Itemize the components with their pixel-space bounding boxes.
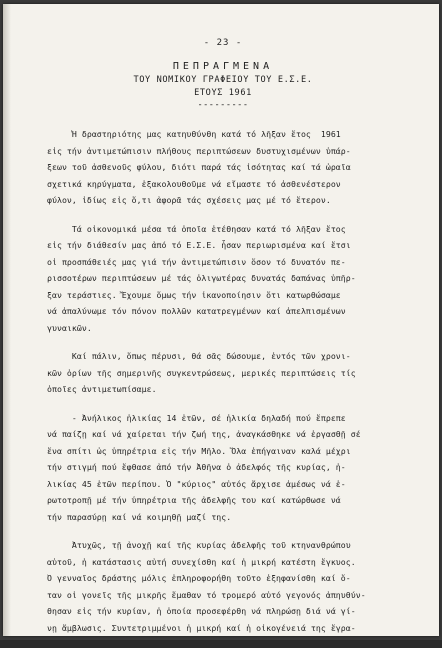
paragraph xyxy=(47,126,399,209)
text-line: τήν στιγμή πού ἔφθασε ἀπό τήν Ἀθῆνα ὁ ἀδελφός τῆς κυρίας, ἡ- xyxy=(47,462,346,472)
text-line: Τά οἰκονομικά μέσα τά ὁποῖα ἐτέθησαν κατά τό λῆξαν ἔτος xyxy=(47,223,346,234)
paragraph xyxy=(47,348,399,398)
title-underline: --------- xyxy=(197,100,249,110)
paragraph xyxy=(47,410,399,526)
text-line: Ἀτυχῶς, τῇ ἀνοχῇ καί τῆς κυρίας ἀδελφῆς τοῦ κτηνανθρώπου xyxy=(47,540,351,550)
text-line: - Ἀνήλικος ἡλικίας 14 ἐτῶν, σέ ἡλικία δηλαδή πού ἔπρεπε xyxy=(47,412,346,423)
text-line: νά παίζῃ καί νά χαίρεται τήν ζωή της, ἀναγκάσθηκε νά ἐργασθῇ σέ xyxy=(47,429,361,439)
text-line: νά ἀπαλύνωμε τόν πόνον πολλῶν κατατρεγμένων καί ἀπελπισμένων xyxy=(47,306,346,316)
paragraph xyxy=(47,221,399,337)
text-line: οἱ προσπάθειές μας γιά τήν ἀντιμετώπισιν ὅσον τό δυνατόν πε- xyxy=(47,256,346,267)
text-line: Ἡ δραστηριότης μας κατηυθύνθη κατά τό λῆξαν ἔτος 1961 xyxy=(47,129,341,139)
text-line: Ὁ γενναῖος δράστης μόλις ἐπληροφορήθη τοῦτο ἐξηφανίσθη καί ὅ- xyxy=(47,573,351,583)
document-subtitle: ΤΟΥ ΝΟΜΙΚΟΥ ΓΡΑΦΕΙΟΥ ΤΟΥ Ε.Σ.Ε. xyxy=(133,75,313,85)
text-line: ρισσοτέρων περιπτώσεων μέ τάς ὀλιγωτέρας δυνατάς δαπάνας ὑπῆρ- xyxy=(47,273,356,283)
text-line: κῶν ὁρίων τῆς σημερινῆς συγκεντρώσεως, μερικές περιπτώσεις τίς xyxy=(47,367,356,378)
page-binding-shadow xyxy=(3,4,11,636)
text-line: εἰς τήν διάθεσίν μας ἀπό τό Ε.Σ.Ε. ἦσαν περιωρισμένα καί ἔτσι xyxy=(47,240,351,250)
text-line: αὐτοῦ, ἡ κατάστασις αὐτή συνεχίσθη καί ἡ μικρή κατέστη ἔγκυος. xyxy=(47,556,356,567)
paragraph xyxy=(47,537,399,636)
text-line: ἕνα σπίτι ὡς ὑπηρέτρια εἰς τήν Μῆλο. Ὅλα ἐπήγαιναν καλά μέχρι xyxy=(47,445,351,456)
page-number: - 23 - xyxy=(203,38,243,48)
text-line: λικίας 45 ἐτῶν περίπου. Ὁ "κύριος" αὐτός ἄρχισε ἀμέσως νά ἐ- xyxy=(47,478,346,489)
text-line: νῃ ἄμβλωσις. Συντετριμμένοι ἡ μικρή καί ἡ οἰκογένειά της ἔγρα- xyxy=(47,622,356,633)
document-title: ΠΕΠΡΑΓΜΕΝΑ xyxy=(172,61,274,72)
text-line: ταν οἱ γονεῖς τῆς μικρῆς ἔμαθαν τό τρομερό αὐτό γεγονός ἀπηυθύν- xyxy=(47,589,366,600)
text-line: γυναικῶν. xyxy=(47,322,92,333)
text-line: φύλον, ἰδίως εἰς ὅ,τι ἀφορᾶ τάς σχέσεις μας μέ τό ἕτερον. xyxy=(47,195,331,205)
paper-page xyxy=(3,4,439,636)
text-line: Καί πάλιν, ὅπως πέρυσι, θά σᾶς δώσουμε, ἐντός τῶν χρονι- xyxy=(47,351,351,361)
document-year: ΕΤΟΥΣ 1961 xyxy=(194,88,252,98)
paragraphs xyxy=(47,126,399,636)
text-line: ὁποῖες ἀντιμετωπίσαμε. xyxy=(47,384,157,394)
text-line: ρωτοτροπῇ μέ τήν ὑπηρέτρια τῆς ἀδελφῆς του καί κατώρθωσε νά xyxy=(47,495,341,505)
document-body xyxy=(47,38,399,648)
text-line: τήν παρασύρῃ καί νά κοιμηθῇ μαζί της. xyxy=(47,511,232,522)
text-line: θησαν εἰς τήν κυρίαν, ἡ ὁποία προσεφέρθη νά πληρώσῃ διά νά γί- xyxy=(47,606,356,616)
text-line: εἰς τήν ἀντιμετώπισιν πλήθους περιπτώσεων δυστυχισμένων ὑπάρ- xyxy=(47,145,351,156)
text-line: σχετικά κηρύγματα, ἐξακολουθοῦμε νά εἴμαστε τό ἀσθενέστερον xyxy=(47,178,341,189)
text-line: ξεων τοῦ ἀσθενοῦς φύλου, διότι παρά τάς ἰσότητας καί τά ὡραῖα xyxy=(47,162,351,172)
text-line: ξαν τεράστιες. Ἔχουμε ὅμως τήν ἱκανοποίησιν ὅτι κατωρθώσαμε xyxy=(47,289,341,300)
